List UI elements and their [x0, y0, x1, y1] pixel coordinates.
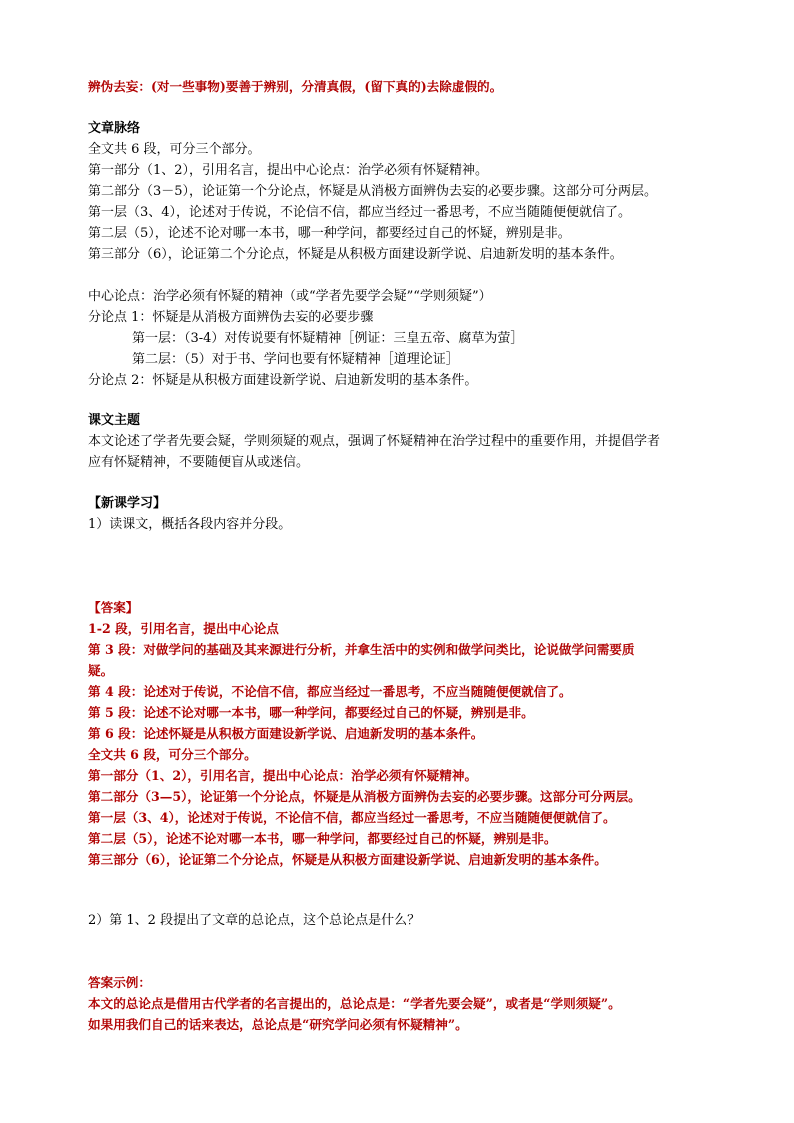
structure-line: 全文共 6 段，可分三个部分。 [88, 142, 261, 157]
answer-line: 第二部分（3—5），论证第一个分论点，怀疑是从消极方面辨伪去妄的必要步骤。这部分可分两层。 [88, 789, 641, 804]
question-2: 2）第 1、2 段提出了文章的总论点，这个总论点是什么？ [88, 913, 421, 928]
structure-heading: 文章脉络 [88, 121, 141, 136]
answer-line: 全文共 6 段，可分三个部分。 [88, 747, 257, 762]
new-lesson-heading: 【新课学习】 [88, 496, 167, 511]
answer-line: 第一层（3、4），论述对于传说，不论信不信，都应当经过一番思考，不应当随随便便就信了。 [88, 810, 616, 825]
sub-argument-1: 分论点 1：怀疑是从消极方面辨伪去妄的必要步骤 [88, 310, 374, 325]
answer-line: 第 5 段：论述不论对哪一本书，哪一种学问，都要经过自己的怀疑，辨别是非。 [88, 705, 534, 720]
structure-line: 第二层（5），论述不论对哪一本书，哪一种学问，都要经过自己的怀疑，辨别是非。 [88, 226, 571, 241]
answer-heading: 【答案】 [88, 600, 139, 615]
answer-example-heading: 答案示例： [88, 975, 151, 990]
layer-1: 第一层：（3-4）对传说要有怀疑精神［例证：三皇五帝、腐草为萤］ [132, 331, 524, 346]
answer-line: 疑。 [88, 663, 114, 678]
structure-line: 第一层（3、4），论述对于传说，不论信不信，都应当经过一番思考，不应当随随便便就信了。 [88, 205, 632, 220]
answer-line: 第 6 段：论述怀疑是从积极方面建设新学说、启迪新发明的基本条件。 [88, 726, 484, 741]
answer-line: 第一部分（1、2），引用名言，提出中心论点：治学必须有怀疑精神。 [88, 768, 478, 783]
structure-line: 第二部分（3－5），论证第一个分论点，怀疑是从消极方面辨伪去妄的必要步骤。这部分可分两层。 [88, 184, 658, 199]
answer-example-line: 本文的总论点是借用古代学者的名言提出的，总论点是：“学者先要会疑”，或者是“学则须疑”。 [88, 996, 621, 1011]
top-note: 辨伪去妄：(对一些事物)要善于辨别，分清真假，(留下真的)去除虚假的。 [88, 79, 503, 94]
answer-line: 第三部分（6），论证第二个分论点，怀疑是从积极方面建设新学说、启迪新发明的基本条件。 [88, 852, 607, 867]
central-argument: 中心论点：治学必须有怀疑的精神（或“学者先要学会疑”“学则须疑”） [88, 289, 492, 304]
structure-line: 第一部分（1、2），引用名言，提出中心论点：治学必须有怀疑精神。 [88, 163, 489, 178]
question-1: 1）读课文，概括各段内容并分段。 [88, 517, 292, 532]
theme-line: 应有怀疑精神，不要随便盲从或迷信。 [88, 455, 310, 470]
structure-line: 第三部分（6），论证第二个分论点，怀疑是从积极方面建设新学说、启迪新发明的基本条件。 [88, 247, 623, 262]
theme-heading: 课文主题 [88, 413, 141, 428]
answer-line: 第 4 段：论述对于传说，不论信不信，都应当经过一番思考，不应当随随便便就信了。 [88, 684, 572, 699]
answer-line: 第二层（5），论述不论对哪一本书，哪一种学问，都要经过自己的怀疑，辨别是非。 [88, 831, 557, 846]
layer-2: 第二层：（5）对于书、学问也要有怀疑精神［道理论证］ [132, 352, 459, 367]
sub-argument-2: 分论点 2：怀疑是从积极方面建设新学说、启迪新发明的基本条件。 [88, 373, 478, 388]
answer-line: 第 3 段：对做学问的基础及其来源进行分析，并拿生活中的实例和做学问类比，论说做学问需要质 [88, 642, 635, 657]
answer-example-line: 如果用我们自己的话来表达，总论点是“研究学问必须有怀疑精神”。 [88, 1017, 468, 1032]
theme-line: 本文论述了学者先要会疑，学则须疑的观点，强调了怀疑精神在治学过程中的重要作用，并提倡学者 [88, 434, 661, 449]
answer-line: 1-2 段，引用名言，提出中心论点 [88, 621, 279, 636]
